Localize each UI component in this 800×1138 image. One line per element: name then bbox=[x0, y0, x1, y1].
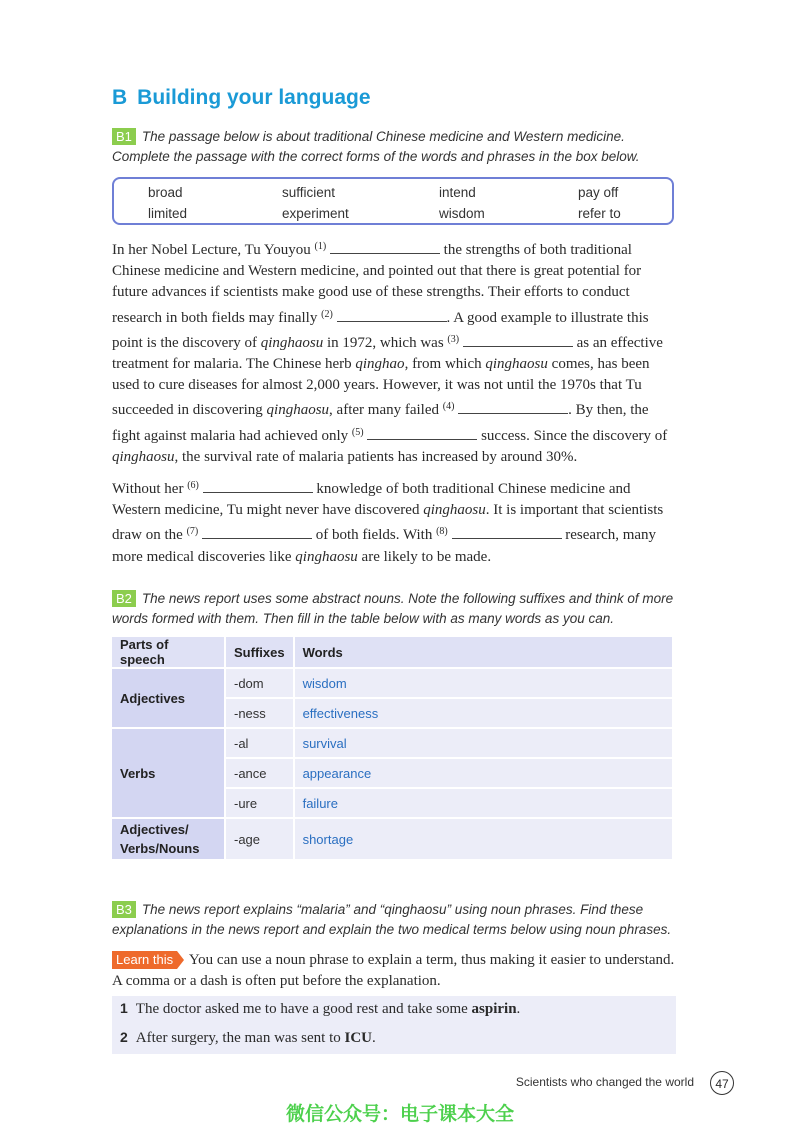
blank-number: (2) bbox=[321, 308, 333, 320]
word-cell[interactable]: failure bbox=[295, 789, 674, 819]
blank-number: (8) bbox=[436, 526, 448, 538]
suffix-cell: -ness bbox=[226, 699, 295, 729]
word-box bbox=[112, 177, 674, 225]
section-letter: B bbox=[112, 86, 128, 109]
blank-number: (6) bbox=[187, 480, 199, 492]
word-box-item: wisdom bbox=[439, 206, 485, 221]
example-text: The doctor asked me to have a good rest and take some bbox=[135, 1001, 472, 1017]
b3-tag: B3 bbox=[112, 901, 136, 918]
suffix-cell: -ure bbox=[226, 789, 295, 819]
learn-this-text: You can use a noun phrase to explain a term, thus making it easier to understand. A comma or a dash is often put before the explanation. bbox=[112, 952, 675, 989]
blank-number: (3) bbox=[447, 333, 460, 345]
passage-paragraph-1: In her Nobel Lecture, Tu Youyou $^{(1)}$ the strengths of both traditional Chinese medicine and Western medicine, and pointed out that there is great potential for future advances if scientists make good use of these strengths. Their efforts to conduct research in both fields may finally $^{(2)}$ . A good example to illustrate this point is the discovery of qinghaosu in 1972, which was $^{(3)}$ as an effective treatment for malaria. The Chinese herb qinghao, from which qinghaosu comes, has been used to cure diseases for almost 2,000 years. However, it was not until the 1970s that Tu succeeded in discovering qinghaosu, after many failed $^{(4)}$ . By then, the fight against malaria had achieved only $^{(5)}$ success. Since the discovery of qinghaosu, the survival rate of malaria patients has increased by around 30%. bbox=[112, 241, 668, 465]
footer-unit-title: Scientists who changed the world bbox=[515, 1075, 694, 1089]
suffix-cell: -age bbox=[226, 819, 295, 861]
word-box-item: intend bbox=[439, 185, 476, 200]
b1-tag: B1 bbox=[112, 128, 136, 145]
b1-instruction-line1: The passage below is about traditional Chinese medicine and Western medicine. bbox=[141, 129, 625, 144]
blank-number: (1) bbox=[314, 241, 327, 252]
word-cell[interactable]: appearance bbox=[295, 759, 674, 789]
example-item-2 bbox=[120, 1029, 376, 1047]
b3-instruction-line2: explanations in the news report and explain the two medical terms below using noun phrases. bbox=[112, 922, 672, 937]
example-term: aspirin bbox=[471, 1001, 517, 1017]
blank-number: (5) bbox=[351, 426, 364, 438]
blank-number: (4) bbox=[442, 401, 455, 413]
word-cell[interactable]: effectiveness bbox=[295, 699, 674, 729]
table-header: Parts of speech bbox=[112, 637, 226, 669]
example-box bbox=[112, 996, 676, 1054]
b2-instruction-line2: words formed with them. Then fill in the table below with as many words as you can. bbox=[112, 611, 614, 626]
part-of-speech-cell: Adjectives/ Verbs/Nouns bbox=[112, 819, 226, 861]
answer-blank[interactable] bbox=[463, 334, 573, 347]
example-number: 1 bbox=[120, 1000, 128, 1016]
word-box-item: pay off bbox=[578, 185, 619, 200]
answer-blank[interactable] bbox=[330, 241, 440, 254]
answer-blank[interactable] bbox=[367, 427, 477, 440]
passage-paragraph-2: Without her $^{(6)}$ knowledge of both traditional Chinese medicine and Western medicine, Tu might never have discovered qinghaosu. It is important that scientists draw on the $^{(7)}$ of both fields. With $^{(8)}$ research, many more medical discoveries like qinghaosu are likely to be made. bbox=[112, 480, 664, 565]
table-row bbox=[112, 669, 674, 699]
word-cell[interactable]: wisdom bbox=[295, 669, 674, 699]
word-cell[interactable]: survival bbox=[295, 729, 674, 759]
section-title: Building your language bbox=[137, 86, 371, 109]
blank-number: (7) bbox=[186, 526, 199, 538]
answer-blank[interactable] bbox=[202, 526, 312, 539]
answer-blank[interactable] bbox=[337, 309, 447, 322]
table-header-row bbox=[112, 637, 674, 669]
b2-tag: B2 bbox=[112, 590, 136, 607]
table-header: Suffixes bbox=[226, 637, 295, 669]
word-box-item: broad bbox=[148, 185, 183, 200]
b1-instruction-line2: Complete the passage with the correct forms of the words and phrases in the box below. bbox=[112, 149, 640, 164]
part-of-speech-cell: Verbs bbox=[112, 729, 226, 819]
b1-instruction bbox=[112, 127, 692, 167]
section-heading bbox=[112, 86, 371, 110]
word-cell[interactable]: shortage bbox=[295, 819, 674, 861]
b3-instruction bbox=[112, 900, 692, 940]
b3-instruction-line1: The news report explains “malaria” and “qinghaosu” using noun phrases. Find these bbox=[141, 902, 644, 917]
suffix-table bbox=[112, 637, 674, 861]
part-of-speech-cell: Adjectives bbox=[112, 669, 226, 729]
example-number: 2 bbox=[120, 1029, 128, 1045]
learn-this-box bbox=[112, 950, 678, 992]
word-box-item: limited bbox=[148, 206, 188, 221]
passage bbox=[112, 236, 678, 575]
word-box-item: experiment bbox=[282, 206, 349, 221]
example-text: After surgery, the man was sent to bbox=[135, 1030, 345, 1046]
example-term: ICU bbox=[344, 1030, 373, 1046]
table-row bbox=[112, 819, 674, 861]
example-punct: . bbox=[516, 1001, 521, 1017]
b2-instruction bbox=[112, 589, 692, 629]
suffix-cell: -al bbox=[226, 729, 295, 759]
answer-blank[interactable] bbox=[203, 480, 313, 493]
example-punct: . bbox=[372, 1030, 376, 1046]
answer-blank[interactable] bbox=[452, 526, 562, 539]
table-header: Words bbox=[295, 637, 674, 669]
learn-this-tag: Learn this bbox=[112, 951, 177, 969]
page-number: 47 bbox=[710, 1071, 734, 1095]
table-row bbox=[112, 729, 674, 759]
watermark: 微信公众号：电子课本大全 bbox=[285, 1104, 514, 1125]
word-box-item: refer to bbox=[578, 206, 621, 221]
b2-instruction-line1: The news report uses some abstract nouns. Note the following suffixes and think of more bbox=[141, 591, 674, 606]
answer-blank[interactable] bbox=[458, 401, 568, 414]
example-item-1 bbox=[120, 1000, 520, 1018]
suffix-cell: -ance bbox=[226, 759, 295, 789]
suffix-cell: -dom bbox=[226, 669, 295, 699]
word-box-item: sufficient bbox=[282, 185, 336, 200]
